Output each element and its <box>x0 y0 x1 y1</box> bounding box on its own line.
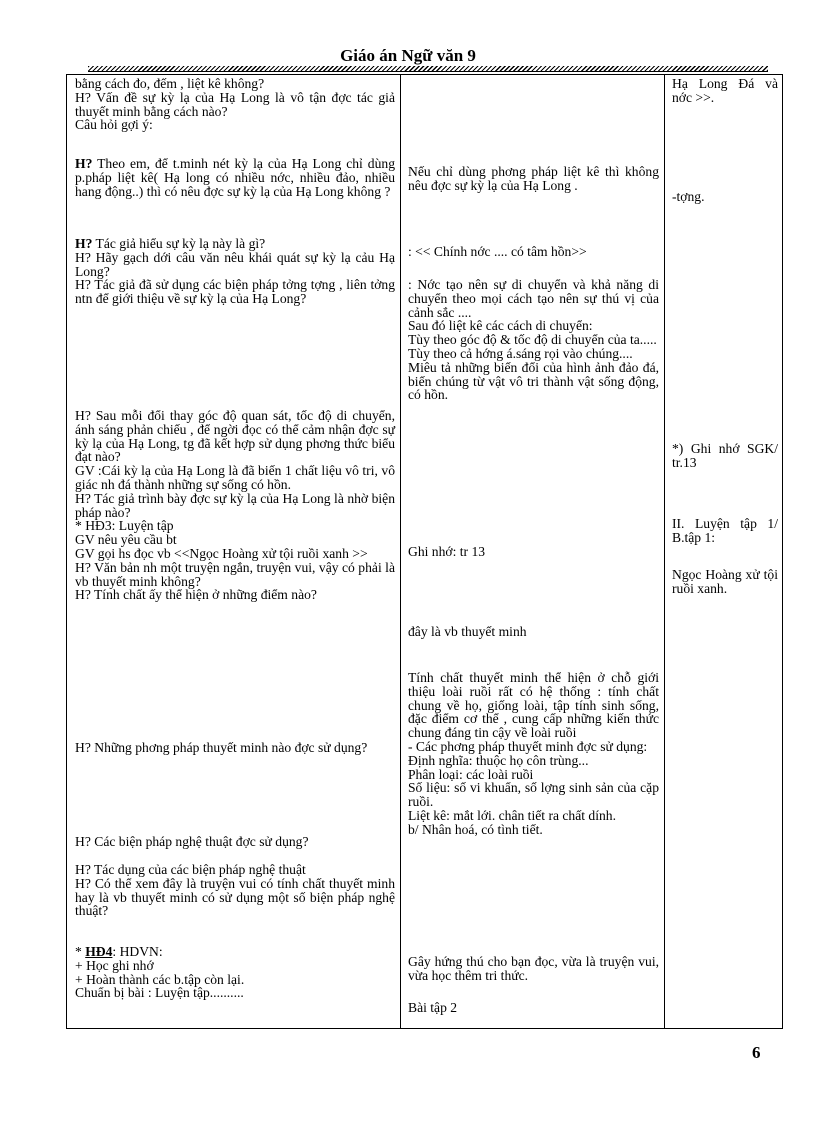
text-line: đây là vb thuyết minh <box>408 624 527 639</box>
document-header-title: Giáo án Ngữ văn 9 <box>340 46 476 65</box>
text-line: GV :Cái kỳ lạ của Hạ Long là đã biến 1 chất liệu vô tri, vô giác nh đá thành những sự sống có hồn. <box>75 463 395 492</box>
text-line: * HĐ3: Luyện tập <box>75 518 174 534</box>
text-line: H? Văn bản nh một truyện ngắn, truyện vui, vậy có phải là vb thuyết minh không? <box>75 559 395 589</box>
text-line: Số liệu: số vi khuẩn, số lợng sinh sản của cặp ruồi. <box>408 780 659 810</box>
text-line: Nếu chỉ dùng phơng pháp liệt kê thì không nêu đợc sự kỳ lạ của Hạ Long . <box>408 164 659 193</box>
text-line: + Học ghi nhớ <box>75 957 154 973</box>
text-line: Tùy theo góc độ & tốc độ di chuyển của ta..... <box>408 332 657 348</box>
text-block <box>672 517 778 545</box>
text-line: b/ Nhân hoá, có tình tiết. <box>408 821 543 837</box>
notes-column <box>672 75 778 1028</box>
question-paragraph <box>75 157 395 198</box>
activity-title: : HDVN: <box>112 944 163 959</box>
text-line: GV nêu yêu cầu bt <box>75 532 177 548</box>
text-line: Tính chất thuyết minh thể hiện ở chỗ giới thiệu loài ruồi rất có hệ thống : tính chất chung về họ, giống loài, tập tính sinh sống, đặc điểm cơ thể , cung cấp những kiến thức chung đáng tin cậy về loài ruồi <box>408 670 659 741</box>
text-line: : Nớc tạo nên sự di chuyển và khả năng di chuyển theo mọi cách tạo nên sự thú vị của cảnh sắc .... <box>408 277 659 320</box>
text-block <box>408 545 659 559</box>
text-line: -tợng. <box>672 189 705 204</box>
question-text: Theo em, để t.minh nét kỳ lạ của Hạ Long chỉ dùng p.pháp liệt kê( Hạ long có nhiều nớc, nhiều đảo, nhiều hang động..) thì có nêu đợc sự kỳ lạ của Hạ Long không ? <box>75 156 395 199</box>
text-line: Chuẩn bị bài : Luyện tập.......... <box>75 985 244 1001</box>
text-block <box>408 625 659 639</box>
text-block <box>672 77 778 105</box>
text-block <box>408 165 659 193</box>
text-line: Tùy theo cả hớng á.sáng rọi vào chúng.... <box>408 345 633 361</box>
text-block <box>408 955 659 983</box>
text-line: H? Vấn đề sự kỳ lạ của Hạ Long là vô tận đợc tác giả thuyết minh bằng cách nào? <box>75 89 395 119</box>
text-block <box>672 568 778 596</box>
text-line: H? Hãy gạch dới câu văn nêu khái quát sự kỳ lạ cảu Hạ Long? <box>75 249 395 279</box>
question-paragraph <box>75 237 395 251</box>
lesson-table <box>66 74 783 1029</box>
text-line: Ghi nhớ: tr 13 <box>408 544 486 559</box>
text-line: Bài tập 2 <box>408 1000 458 1015</box>
text-line: : << Chính nớc .... có tâm hồn>> <box>408 244 587 259</box>
text-block <box>408 245 659 259</box>
column-divider <box>400 75 401 1028</box>
text-line: Gây hứng thú cho bạn đọc, vừa là truyện vui, vừa học thêm tri thức. <box>408 954 659 983</box>
text-line: Sau đó liệt kê các cách di chuyển: <box>408 318 593 334</box>
text-block <box>75 945 395 1000</box>
question-text: Tác giả hiểu sự kỳ lạ này là gì? <box>92 236 266 251</box>
text-line: Miêu tả những biến đổi của hình ảnh đảo đá, biến chúng từ vật vô tri thành vật sống động, có hồn. <box>408 359 659 403</box>
text-line: H? Các biện pháp nghệ thuật đợc sử dụng? <box>75 834 309 849</box>
text-line: Phân loại: các loài ruồi <box>408 766 534 782</box>
text-block <box>672 190 778 204</box>
text-line: H? Sau mỗi đổi thay góc độ quan sát, tốc độ di chuyển, ánh sáng phản chiếu , để ngời đọc có thể cảm nhận đợc sự kỳ lạ của Hạ Long, tg đã kết hợp sử dụng phơng thức biểu đạt nào? <box>75 408 395 465</box>
text-line: + Hoàn thành các b.tập còn lại. <box>75 971 245 987</box>
header-divider <box>88 66 768 72</box>
text-block <box>75 409 395 602</box>
answers-column <box>408 75 659 1028</box>
text-line: H? Tác giả đã sử dụng các biện pháp tởng tợng , liên tởng ntn để giới thiệu về sự kỳ lạ của Hạ Long? <box>75 277 395 307</box>
question-label: H? <box>75 236 93 251</box>
text-block <box>408 278 659 402</box>
text-block <box>75 77 395 132</box>
bullet-star: * <box>75 944 86 959</box>
text-line: Câu hỏi gợi ý: <box>75 117 153 133</box>
text-line: - Các phơng pháp thuyết minh đợc sử dụng: <box>408 738 648 754</box>
question-label: H? <box>75 156 93 171</box>
text-block <box>408 1001 659 1015</box>
text-block <box>75 835 395 849</box>
text-block <box>75 741 395 755</box>
text-block <box>408 671 659 837</box>
text-line: Định nghĩa: thuộc họ côn trùng... <box>408 752 589 768</box>
page-number: 6 <box>752 1043 761 1062</box>
text-block <box>75 157 395 198</box>
text-block <box>75 237 395 306</box>
text-block <box>672 442 778 470</box>
text-line: H? Tác giả trình bày đợc sự kỳ lạ của Hạ Long là nhờ biện pháp nào? <box>75 490 395 520</box>
text-line: H? Những phơng pháp thuyết minh nào đợc sử dụng? <box>75 740 368 755</box>
text-line: *) Ghi nhớ SGK/ tr.13 <box>672 441 778 470</box>
text-line: Liệt kê: mắt lới. chân tiết ra chất dính. <box>408 807 617 823</box>
text-line: Hạ Long Đá và nớc >>. <box>672 76 778 105</box>
column-divider <box>664 75 665 1028</box>
text-line: GV gọi hs đọc vb <<Ngọc Hoàng xử tội ruồi xanh >> <box>75 545 368 561</box>
text-line: H? Tác dụng của các biện pháp nghệ thuật <box>75 862 306 877</box>
text-block <box>75 863 395 918</box>
activities-column <box>75 75 395 1028</box>
text-line: II. Luyện tập 1/ B.tập 1: <box>672 516 778 545</box>
text-line: Ngọc Hoàng xử tội ruồi xanh. <box>672 567 778 596</box>
text-line: H? Có thể xem đây là truyện vui có tính chất thuyết minh hay là vb thuyết minh có sử dụng một số biện pháp nghệ thuật? <box>75 875 395 919</box>
activity-heading <box>75 945 395 959</box>
text-line: bằng cách đo, đếm , liệt kê không? <box>75 76 265 91</box>
activity-label: HĐ4 <box>85 944 113 959</box>
text-line: H? Tính chất ấy thể hiện ở những điểm nào? <box>75 587 317 603</box>
